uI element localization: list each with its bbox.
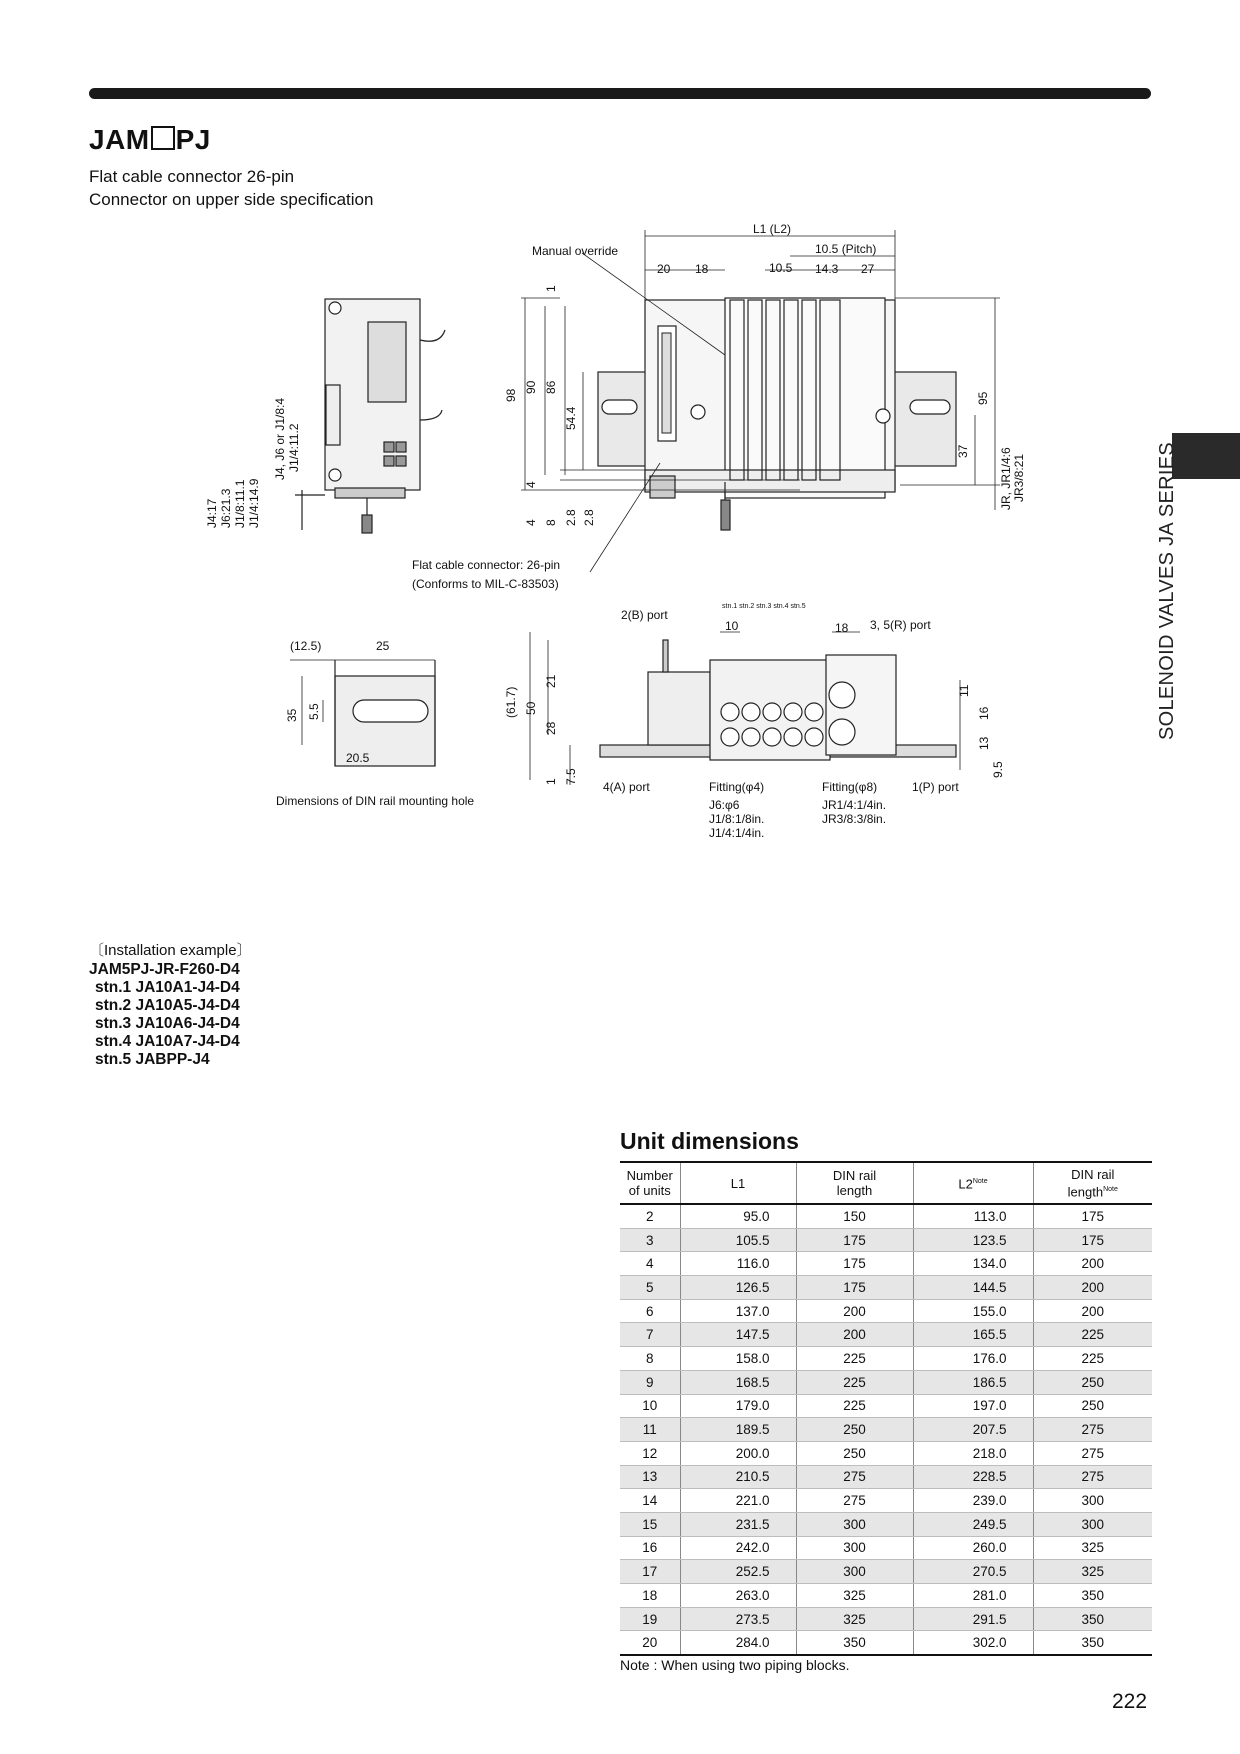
table-cell: 8 <box>620 1347 680 1371</box>
label-j417: J4:17 <box>205 498 219 528</box>
table-cell: 225 <box>1033 1323 1152 1347</box>
unit-dimensions-table <box>620 1161 1152 1656</box>
label-din-hole: Dimensions of DIN rail mounting hole <box>276 794 475 808</box>
front-view <box>598 298 956 530</box>
unit-dimensions-title: Unit dimensions <box>620 1128 799 1154</box>
table-cell: 200 <box>1033 1299 1152 1323</box>
table-row <box>620 1204 1152 1228</box>
label-d20: 20 <box>657 262 671 276</box>
label-d95: 95 <box>976 391 990 405</box>
label-d21: 21 <box>544 674 558 688</box>
table-cell: 197.0 <box>913 1394 1033 1418</box>
table-row <box>620 1607 1152 1631</box>
table-body <box>620 1204 1152 1655</box>
label-flat-cable: Flat cable connector: 26-pin <box>412 558 561 572</box>
label-d86: 86 <box>544 380 558 394</box>
table-cell: 275 <box>796 1465 913 1489</box>
label-pitch: 10.5 (Pitch) <box>815 242 877 256</box>
label-j4-line1: J4, J6 or J1/8:4 <box>273 397 287 480</box>
table-cell: 200 <box>796 1323 913 1347</box>
table-cell: 273.5 <box>680 1607 796 1631</box>
table-cell: 250 <box>796 1418 913 1442</box>
table-cell: 350 <box>1033 1631 1152 1655</box>
label-jr-line1: JR, JR1/4:6 <box>999 447 1013 510</box>
table-cell: 281.0 <box>913 1584 1033 1608</box>
table-row <box>620 1370 1152 1394</box>
station-item: stn.3 JA10A6-J4-D4 <box>95 1015 240 1032</box>
label-d105: 10.5 <box>769 261 793 275</box>
table-cell: 155.0 <box>913 1299 1033 1323</box>
table-row <box>620 1299 1152 1323</box>
table-cell: 15 <box>620 1512 680 1536</box>
table-cell: 175 <box>796 1252 913 1276</box>
table-row <box>620 1347 1152 1371</box>
label-d125: (12.5) <box>290 639 322 653</box>
table-cell: 10 <box>620 1394 680 1418</box>
table-cell: 225 <box>796 1347 913 1371</box>
table-cell: 291.5 <box>913 1607 1033 1631</box>
table-cell: 325 <box>1033 1560 1152 1584</box>
table-cell: 186.5 <box>913 1370 1033 1394</box>
header-din1: DIN rail length <box>796 1162 913 1204</box>
label-d544: 54.4 <box>564 406 578 430</box>
table-cell: 175 <box>1033 1204 1152 1228</box>
table-cell: 175 <box>796 1228 913 1252</box>
table-row <box>620 1489 1152 1513</box>
table-cell: 270.5 <box>913 1560 1033 1584</box>
table-row <box>620 1560 1152 1584</box>
label-d143: 14.3 <box>815 262 839 276</box>
table-row <box>620 1394 1152 1418</box>
table-row <box>620 1323 1152 1347</box>
header-din2: DIN rail length$^{Note}$ <box>1033 1162 1152 1204</box>
table-cell: 275 <box>796 1489 913 1513</box>
table-cell: 123.5 <box>913 1228 1033 1252</box>
table-cell: 200 <box>1033 1276 1152 1300</box>
label-f4-line1: J6:φ6 <box>709 798 740 812</box>
installation-example <box>89 942 252 1069</box>
table-cell: 175 <box>796 1276 913 1300</box>
table-cell: 3 <box>620 1228 680 1252</box>
label-d25: 25 <box>376 639 390 653</box>
table-cell: 225 <box>796 1394 913 1418</box>
table-cell: 20 <box>620 1631 680 1655</box>
table-cell: 4 <box>620 1252 680 1276</box>
label-d4b: 4 <box>524 519 538 526</box>
table-row <box>620 1441 1152 1465</box>
header-units: Number of units <box>620 1162 680 1204</box>
table-cell: 147.5 <box>680 1323 796 1347</box>
table-cell: 16 <box>620 1536 680 1560</box>
station-item: stn.1 JA10A1-J4-D4 <box>95 979 240 996</box>
label-d11: 11 <box>957 684 971 697</box>
table-cell: 176.0 <box>913 1347 1033 1371</box>
table-cell: 242.0 <box>680 1536 796 1560</box>
table-cell: 284.0 <box>680 1631 796 1655</box>
table-cell: 116.0 <box>680 1252 796 1276</box>
table-row <box>620 1418 1152 1442</box>
label-d18b: 18 <box>835 621 849 635</box>
station-item: stn.2 JA10A5-J4-D4 <box>95 997 240 1014</box>
table-cell: 239.0 <box>913 1489 1033 1513</box>
table-cell: 189.5 <box>680 1418 796 1442</box>
station-item: stn.5 JABPP-J4 <box>95 1051 210 1068</box>
subtitle-line1: Flat cable connector 26-pin <box>89 167 295 186</box>
label-j6213: J6:21.3 <box>219 488 233 528</box>
label-fitting-4: Fitting(φ4) <box>709 780 765 794</box>
station-item: stn.4 JA10A7-J4-D4 <box>95 1033 240 1050</box>
table-cell: 225 <box>1033 1347 1152 1371</box>
table-cell: 300 <box>796 1512 913 1536</box>
page-title: JAM PJ <box>89 124 211 155</box>
table-cell: 300 <box>1033 1489 1152 1513</box>
table-cell: 95.0 <box>680 1204 796 1228</box>
label-port-35r: 3, 5(R) port <box>870 618 931 632</box>
table-cell: 325 <box>796 1584 913 1608</box>
table-cell: 137.0 <box>680 1299 796 1323</box>
label-d98: 98 <box>504 388 518 402</box>
table-row <box>620 1252 1152 1276</box>
table-cell: 252.5 <box>680 1560 796 1584</box>
table-header-row <box>620 1162 1152 1204</box>
page-number: 222 <box>1112 1690 1148 1713</box>
table-cell: 14 <box>620 1489 680 1513</box>
table-cell: 300 <box>796 1560 913 1584</box>
table-cell: 158.0 <box>680 1347 796 1371</box>
table-cell: 325 <box>796 1607 913 1631</box>
table-cell: 165.5 <box>913 1323 1033 1347</box>
table-cell: 231.5 <box>680 1512 796 1536</box>
table-row <box>620 1584 1152 1608</box>
table-row <box>620 1465 1152 1489</box>
table-cell: 302.0 <box>913 1631 1033 1655</box>
installation-model: JAM5PJ-JR-F260-D4 <box>89 961 240 978</box>
label-manual-override: Manual override <box>532 244 619 258</box>
label-j18: J1/8:11.1 <box>233 479 247 528</box>
label-j4-line2: J1/4:11.2 <box>287 423 301 472</box>
label-d1: 1 <box>544 285 558 292</box>
table-cell: 179.0 <box>680 1394 796 1418</box>
table-cell: 300 <box>1033 1512 1152 1536</box>
table-row <box>620 1228 1152 1252</box>
table-cell: 221.0 <box>680 1489 796 1513</box>
table-cell: 250 <box>1033 1394 1152 1418</box>
subtitle-line2: Connector on upper side specification <box>89 190 374 209</box>
label-d10: 10 <box>725 619 739 633</box>
table-cell: 12 <box>620 1441 680 1465</box>
label-d28b: 2.8 <box>582 509 596 526</box>
label-d16: 16 <box>977 706 991 720</box>
table-cell: 250 <box>1033 1370 1152 1394</box>
label-d55: 5.5 <box>307 703 321 720</box>
label-f4-line2: J1/8:1/8in. <box>709 812 765 826</box>
side-series-label: SOLENOID VALVES JA SERIES <box>1156 442 1178 740</box>
label-d37: 37 <box>956 444 970 458</box>
label-d28a: 2.8 <box>564 509 578 526</box>
table-cell: 263.0 <box>680 1584 796 1608</box>
label-d75: 7.5 <box>564 768 578 785</box>
table-cell: 13 <box>620 1465 680 1489</box>
table-cell: 207.5 <box>913 1418 1033 1442</box>
table-row <box>620 1512 1152 1536</box>
label-f8-line2: JR3/8:3/8in. <box>822 812 887 826</box>
label-d617: (61.7) <box>504 686 518 718</box>
table-cell: 210.5 <box>680 1465 796 1489</box>
table-cell: 325 <box>1033 1536 1152 1560</box>
table-cell: 228.5 <box>913 1465 1033 1489</box>
table-cell: 5 <box>620 1276 680 1300</box>
top-view <box>530 632 960 785</box>
label-d4: 4 <box>524 481 538 488</box>
label-jr-line2: JR3/8:21 <box>1012 453 1026 502</box>
table-cell: 260.0 <box>913 1536 1033 1560</box>
table-cell: 218.0 <box>913 1441 1033 1465</box>
table-cell: 275 <box>1033 1465 1152 1489</box>
label-d205: 20.5 <box>346 751 370 765</box>
label-conforms: (Conforms to MIL-C-83503) <box>412 577 559 591</box>
header-l2: $L2^{Note}$ <box>913 1162 1033 1204</box>
label-port-1p: 1(P) port <box>912 780 959 794</box>
label-d13: 13 <box>977 736 991 750</box>
table-cell: 18 <box>620 1584 680 1608</box>
label-f8-line1: JR1/4:1/4in. <box>822 798 887 812</box>
label-f4-line3: J1/4:1/4in. <box>709 826 765 840</box>
table-cell: 200 <box>1033 1252 1152 1276</box>
table-cell: 300 <box>796 1536 913 1560</box>
label-d18: 18 <box>695 262 709 276</box>
label-d90: 90 <box>524 380 538 394</box>
label-port-2b: 2(B) port <box>621 608 668 622</box>
table-cell: 168.5 <box>680 1370 796 1394</box>
table-cell: 175 <box>1033 1228 1152 1252</box>
table-cell: 19 <box>620 1607 680 1631</box>
table-cell: 250 <box>796 1441 913 1465</box>
table-note: Note : When using two piping blocks. <box>620 1657 850 1673</box>
header-l1: L1 <box>680 1162 796 1204</box>
table-cell: 17 <box>620 1560 680 1584</box>
installation-heading: 〔Installation example〕 <box>89 942 252 959</box>
label-d28: 28 <box>544 721 558 735</box>
table-cell: 11 <box>620 1418 680 1442</box>
table-cell: 134.0 <box>913 1252 1033 1276</box>
table-cell: 350 <box>1033 1607 1152 1631</box>
table-row <box>620 1276 1152 1300</box>
table-cell: 126.5 <box>680 1276 796 1300</box>
table-cell: 275 <box>1033 1418 1152 1442</box>
label-d50: 50 <box>524 701 538 715</box>
table-cell: 105.5 <box>680 1228 796 1252</box>
table-cell: 150 <box>796 1204 913 1228</box>
label-d95b: 9.5 <box>991 761 1005 778</box>
label-d27: 27 <box>861 262 875 276</box>
label-j14: J1/4:14.9 <box>247 478 261 528</box>
label-port-4a: 4(A) port <box>603 780 650 794</box>
table-cell: 144.5 <box>913 1276 1033 1300</box>
table-cell: 275 <box>1033 1441 1152 1465</box>
label-d1b: 1 <box>544 778 558 785</box>
table-cell: 200 <box>796 1299 913 1323</box>
table-cell: 7 <box>620 1323 680 1347</box>
table-cell: 6 <box>620 1299 680 1323</box>
side-view <box>295 299 445 533</box>
label-stn-list: stn.1 stn.2 stn.3 stn.4 stn.5 <box>722 603 806 610</box>
label-d35: 35 <box>285 708 299 722</box>
label-d8: 8 <box>544 519 558 526</box>
table-row <box>620 1631 1152 1655</box>
table-row <box>620 1536 1152 1560</box>
table-cell: 200.0 <box>680 1441 796 1465</box>
table-cell: 2 <box>620 1204 680 1228</box>
label-fitting-8: Fitting(φ8) <box>822 780 878 794</box>
table-cell: 225 <box>796 1370 913 1394</box>
label-l1l2: L1 (L2) <box>752 222 792 236</box>
table-cell: 113.0 <box>913 1204 1033 1228</box>
table-cell: 249.5 <box>913 1512 1033 1536</box>
table-cell: 350 <box>796 1631 913 1655</box>
table-cell: 350 <box>1033 1584 1152 1608</box>
table-cell: 9 <box>620 1370 680 1394</box>
